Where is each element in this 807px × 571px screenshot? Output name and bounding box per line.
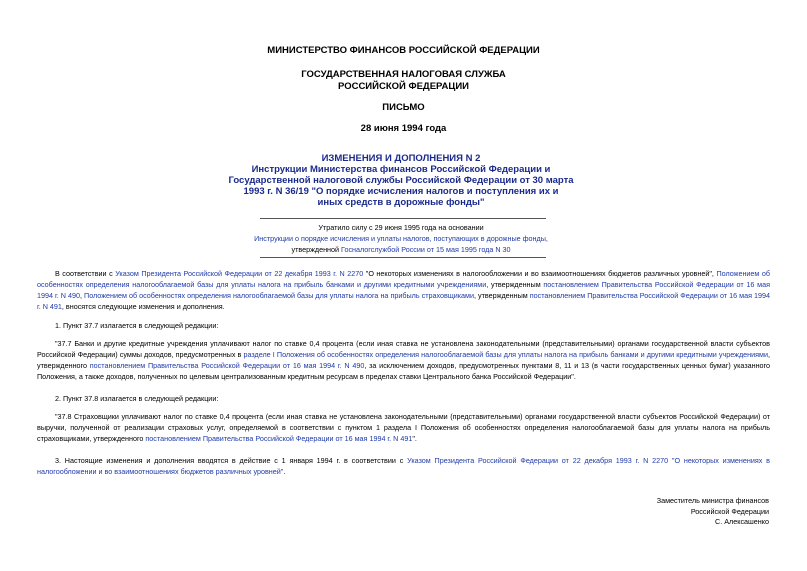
item-1-text-1: "37.7 Банки и другие кредитные учреждения уплачивают налог по ставке 0,4 процента (если иная ставка не установлена законодательными (представительными) органами государственной власти субъектов Российской Федерации) суммы доходов, предусмотренных в [37,339,770,359]
item-1-paragraph [37,338,770,382]
intro-text-1: В соответствии с [55,269,116,278]
title-line-3: Государственной налоговой службы Российской Федерации от 30 марта [228,175,574,186]
note-bottom-divider [260,257,546,258]
note-instruction-link[interactable]: Инструкции о порядке исчисления и уплаты налогов, поступающих в дорожные фонды, [254,234,548,243]
item-1-text-2: , утвержденного [37,350,770,370]
insurers-regulation-link[interactable]: Положением об особенностях определения налогооблагаемой базы для уплаты налога на прибыль страховщиками [84,291,475,300]
banks-regulation-link[interactable]: Положением об особенностях определения налогооблагаемой базы для уплаты налога на прибыль банками и другими кредитными учреждениями [37,269,770,289]
note-top-divider [260,218,546,219]
resolution-490-link[interactable]: постановлением Правительства Российской Федерации от 16 мая 1994 г. N 490 [37,280,771,300]
item-1-text-3: , за исключением доходов, предусмотренных пунктами 8, 11 и 13 (в части государственных ценных бумаг) указанного Положения, а также доходов, полученных по целевым централизованным кредитным ресурсам в пределах ставки Центрального банка Российской Федерации". [37,361,771,381]
intro-text-4: , [80,291,85,300]
intro-text-6: , вносятся следующие изменения и дополнения. [61,302,225,311]
document-date: 28 июня 1994 года [360,123,447,134]
signature-organization: Российской Федерации [690,506,769,516]
intro-paragraph [37,268,770,312]
note-order-link[interactable]: Госналогслужбой России от 15 мая 1995 года N 30 [341,245,511,254]
section-i-banks-link[interactable]: разделе I Положения об особенностях определения налогооблагаемой базы для уплаты налога на прибыль банками и другими кредитными учреждениями [243,350,768,359]
title-line-1: ИЗМЕНЕНИЯ И ДОПОЛНЕНИЯ N 2 [321,153,481,164]
item-3-decree-title-link[interactable]: "О некоторых изменениях в налогообложении и во взаимоотношениях бюджетов различных уровней" [37,456,770,476]
note-line-1: Утратило силу с 29 июня 1995 года на основании [318,223,484,232]
service-heading-line2: РОССИЙСКОЙ ФЕДЕРАЦИИ [337,81,469,92]
item-2-resolution-491-link[interactable]: постановлением Правительства Российской Федерации от 16 мая 1994 г. N 491 [145,434,413,443]
item-2-paragraph [37,411,770,444]
item-3-text-2: . [283,467,286,476]
intro-text-3: , утвержденным [486,280,544,289]
item-2-text-2: ". [412,434,417,443]
item-3-text-1: 3. Настоящие изменения и дополнения вводятся в действие с 1 января 1994 г. в соответствии с [55,456,408,465]
decree-2270-link[interactable]: Указом Президента Российской Федерации от 22 декабря 1993 г. N 2270 [115,269,364,278]
item-1-heading: 1. Пункт 37.7 излагается в следующей редакции: [55,321,219,330]
expiry-note [220,222,582,255]
service-heading-line1: ГОСУДАРСТВЕННАЯ НАЛОГОВАЯ СЛУЖБА [301,69,506,80]
item-3-decree-2270-link[interactable]: Указом Президента Российской Федерации от 22 декабря 1993 г. N 2270 [407,456,669,465]
resolution-491-link[interactable]: постановлением Правительства Российской Федерации от 16 мая 1994 г. N 491 [37,291,770,311]
title-line-2: Инструкции Министерства финансов Российской Федерации и [251,164,551,175]
title-line-5: иных средств в дорожные фонды" [317,197,485,208]
intro-text-2: "О некоторых изменениях в налогообложении и во взаимоотношениях бюджетов различных уровней", [363,269,717,278]
signature-position: Заместитель министра финансов [656,496,769,505]
signature-name: С. Алексашенко [715,517,769,526]
note-line-3 [220,244,582,255]
document-type: ПИСЬМО [382,102,425,113]
item-2-heading: 2. Пункт 37.8 излагается в следующей редакции: [55,394,219,403]
item-2-text-1: "37.8 Страховщики уплачивают налог по ставке 0,4 процента (если иная ставка не установлена законодательными (представительными) органами государственной власти субъектов Российской Федерации) от выручки, полученной от реализации страховых услуг, определяемой в соответствии с пунктом 1 раздела I Положения об особенностях определения налогооблагаемой базы для уплаты налога на прибыль страховщиками, утвержденного [37,412,770,443]
item-3-paragraph [37,455,770,477]
ministry-heading: МИНИСТЕРСТВО ФИНАНСОВ РОССИЙСКОЙ ФЕДЕРАЦИИ [267,45,540,56]
note-line-3-prefix: утвержденной [291,245,342,254]
title-line-4: 1993 г. N 36/19 "О порядке исчисления налогов и поступления их и [243,186,559,197]
intro-text-5: , утвержденным [474,291,530,300]
signature-block [657,496,769,528]
item-1-resolution-490-link[interactable]: постановлением Правительства Российской Федерации от 16 мая 1994 г. N 490 [89,361,365,370]
